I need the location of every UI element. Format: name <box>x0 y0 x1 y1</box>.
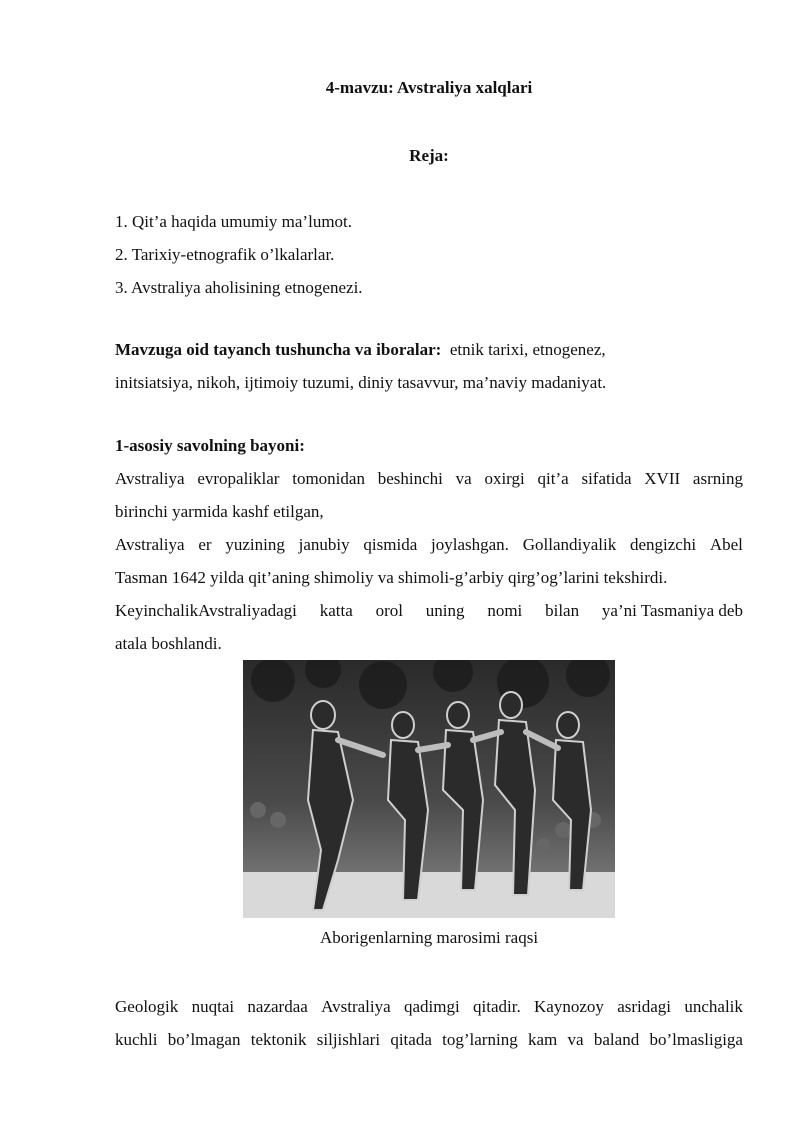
word: unchalik <box>684 997 743 1016</box>
word: uning <box>425 601 465 620</box>
word: nazardaa <box>247 997 308 1016</box>
word: qitadir. <box>473 997 521 1016</box>
word: va <box>567 1030 584 1049</box>
word: orol <box>375 601 403 620</box>
document-title: 4-mavzu: Avstraliya xalqlari <box>325 78 533 97</box>
word: qismida <box>363 535 418 554</box>
word: katta <box>319 601 353 620</box>
word: er <box>198 535 212 554</box>
word: Avstraliya <box>115 535 185 554</box>
word: asrning <box>692 469 743 488</box>
section-1-p2-line1 <box>115 528 743 561</box>
plan-item: 1. Qit’a haqida umumiy ma’lumot. <box>115 212 353 231</box>
keywords-text-line2: initsiatsiya, nikoh, ijtimoiy tuzumi, diniy tasavvur, ma’naviy madaniyat. <box>115 373 607 392</box>
plan-item: 2. Tarixiy-etnografik o’lkalarlar. <box>115 245 335 264</box>
plan-item: 3. Avstraliya aholisining etnogenezi. <box>115 278 363 297</box>
word: Gollandiyalik <box>522 535 617 554</box>
section-1-p3-line2: atala boshlandi. <box>115 634 222 653</box>
word: beshinchi <box>377 469 443 488</box>
geology-line2 <box>115 1023 743 1056</box>
word: nuqtai <box>191 997 235 1016</box>
word: sifatida <box>581 469 632 488</box>
plan-heading: Reja: <box>409 146 449 165</box>
section-1-p1-line1 <box>115 462 743 495</box>
word: evropaliklar <box>197 469 280 488</box>
word: Abel <box>709 535 743 554</box>
photo-illustration <box>243 660 615 918</box>
keywords-paragraph <box>115 333 745 399</box>
plan-list <box>115 205 745 304</box>
word: Avstraliya <box>115 469 185 488</box>
word: joylashgan. <box>431 535 509 554</box>
word: tektonik <box>250 1030 307 1049</box>
keywords-label: Mavzuga oid tayanch tushuncha va iboralar: <box>115 340 442 359</box>
word: dengizchi <box>629 535 697 554</box>
section-1-heading: 1-asosiy savolning bayoni: <box>115 436 305 455</box>
word: siljishlari <box>316 1030 381 1049</box>
word: nomi <box>487 601 523 620</box>
word: tomonidan <box>292 469 365 488</box>
word: qadimgi <box>403 997 460 1016</box>
word: Geologik <box>115 997 179 1016</box>
word: Avstraliya <box>321 997 391 1016</box>
section-1-p1-line2: birinchi yarmida kashf etilgan, <box>115 502 324 521</box>
word: XVII <box>644 469 681 488</box>
word: kam <box>527 1030 558 1049</box>
word: qit’a <box>537 469 569 488</box>
word: asridagi <box>617 997 672 1016</box>
section-1-p2-line2: Tasman 1642 yilda qit’aning shimoliy va shimoli-g’arbiy qirg’og’larini tekshirdi. <box>115 568 668 587</box>
word: kuchli <box>115 1030 158 1049</box>
word: oxirgi <box>484 469 525 488</box>
geology-paragraph <box>115 990 743 1056</box>
word: yuzining <box>225 535 285 554</box>
word: bo’lmagan <box>167 1030 241 1049</box>
word: janubiy <box>298 535 350 554</box>
geology-line1 <box>115 990 743 1023</box>
keywords-text-line1: etnik tarixi, etnogenez, <box>449 340 606 359</box>
word: qitada <box>390 1030 432 1049</box>
section-1 <box>115 429 743 660</box>
word: Kaynozoy <box>534 997 604 1016</box>
word: tog’larning <box>442 1030 518 1049</box>
aboriginal-dance-photo <box>243 660 615 918</box>
word: KeyinchalikAvstraliyadagi <box>115 601 297 620</box>
word: va <box>455 469 472 488</box>
word: baland <box>593 1030 640 1049</box>
figure-caption: Aborigenlarning marosimi raqsi <box>319 928 539 947</box>
word: bilan <box>545 601 580 620</box>
section-1-p3-line1 <box>115 594 743 627</box>
word: ya’ni Tasmaniya deb <box>601 601 743 620</box>
word: bo’lmasligiga <box>649 1030 743 1049</box>
